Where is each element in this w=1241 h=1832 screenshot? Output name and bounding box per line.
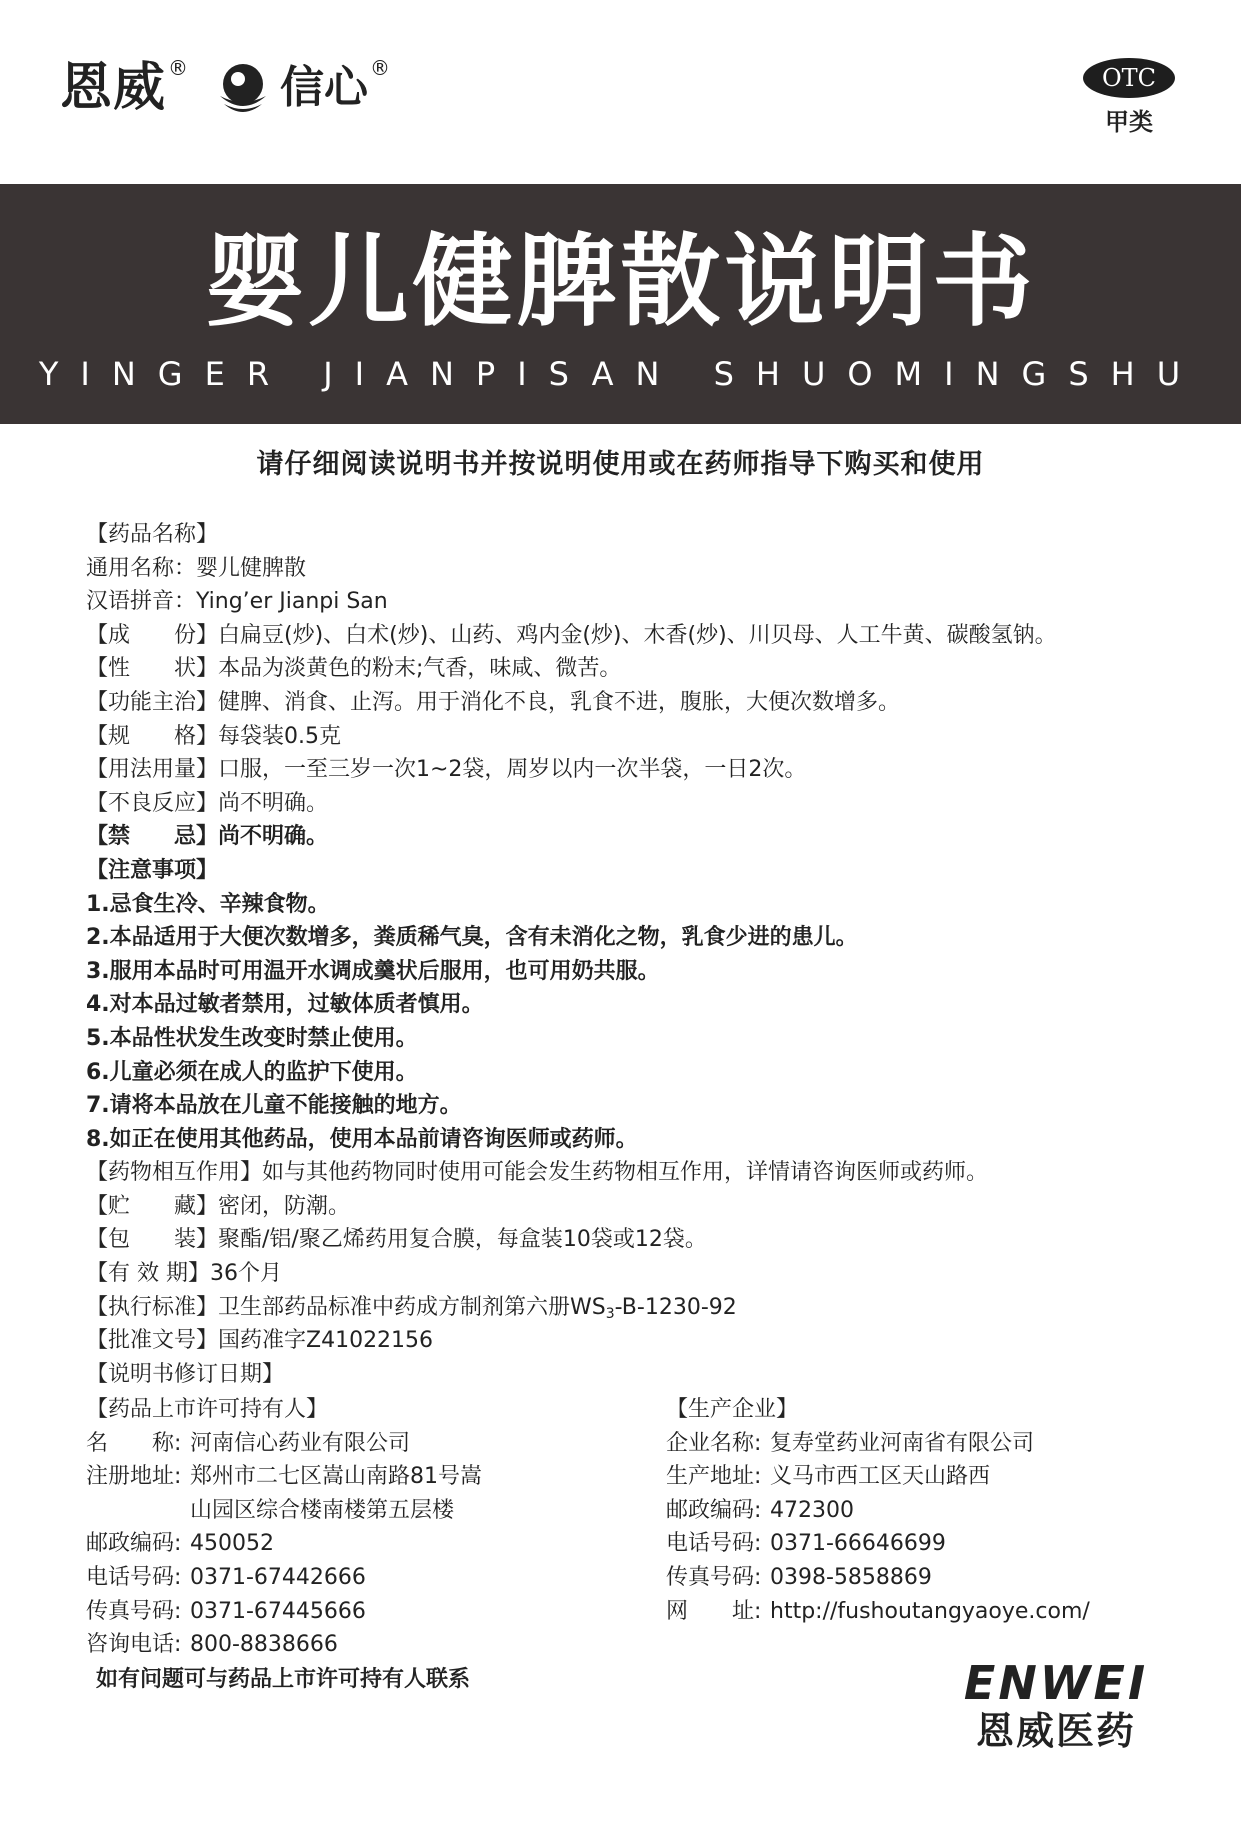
manufacturer-tel: 0371-66646699 bbox=[770, 1531, 946, 1557]
usage-notice: 请仔细阅读说明书并按说明使用或在药师指导下购买和使用 bbox=[256, 449, 985, 480]
holder-tel-key: 电话号码: bbox=[86, 1564, 182, 1590]
manufacturer-heading: 【生产企业】 bbox=[666, 1397, 799, 1422]
contact-note: 如有问题可与药品上市许可持有人联系 bbox=[96, 1667, 471, 1692]
manufacturer-website: http://fushoutangyaoye.com/ bbox=[770, 1598, 1090, 1624]
precaution-item: 4.对本品过敏者禁用，过敏体质者慎用。 bbox=[86, 992, 484, 1018]
holder-zip-key: 邮政编码: bbox=[86, 1531, 182, 1557]
manufacturer-zip-row bbox=[666, 1494, 1186, 1528]
enwei-logo-text: ENWEI bbox=[963, 1656, 1149, 1710]
manufacturer-web-row bbox=[666, 1595, 1186, 1629]
enwei-logo-cn: 恩威医药 bbox=[975, 1709, 1136, 1753]
holder-zip: 450052 bbox=[190, 1531, 274, 1557]
standard-prefix: 【执行标准】卫生部药品标准中药成方制剂第六册WS bbox=[86, 1294, 606, 1320]
title-pinyin: YINGER JIANPISAN SHUOMINGSHU bbox=[38, 355, 1203, 393]
section-ingredients: 【成 份】白扁豆(炒)、白术(炒)、山药、鸡内金(炒)、木香(炒)、川贝母、人工牛黄、碳酸氢钠。 bbox=[86, 622, 1057, 648]
section-appearance: 【性 状】本品为淡黄色的粉末;气香，味咸、微苦。 bbox=[86, 656, 622, 682]
manufacturer-info bbox=[666, 1393, 1186, 1628]
precaution-item: 7.请将本品放在儿童不能接触的地方。 bbox=[86, 1093, 462, 1119]
manufacturer-name-row bbox=[666, 1427, 1186, 1461]
title-band bbox=[0, 184, 1241, 424]
holder-address-key: 注册地址: bbox=[86, 1464, 182, 1490]
section-dosage: 【用法用量】口服，一至三岁一次1~2袋，周岁以内一次半袋，一日2次。 bbox=[86, 757, 807, 783]
manufacturer-zip-key: 邮政编码: bbox=[666, 1497, 762, 1523]
holder-hotline-row bbox=[86, 1628, 646, 1662]
holder-fax: 0371-67445666 bbox=[190, 1598, 366, 1624]
section-precautions: 【注意事项】 bbox=[86, 857, 219, 883]
holder-address-line1: 郑州市二七区嵩山南路81号嵩 bbox=[190, 1464, 482, 1490]
section-standard bbox=[86, 1291, 1176, 1325]
manufacturer-name-key: 企业名称: bbox=[666, 1430, 762, 1456]
precaution-item: 1.忌食生冷、辛辣食物。 bbox=[86, 891, 330, 917]
otc-badge: OTC bbox=[1083, 58, 1175, 98]
holder-address-row bbox=[86, 1460, 646, 1494]
manufacturer-web-key: 网 址: bbox=[666, 1598, 762, 1624]
holder-zip-row bbox=[86, 1527, 646, 1561]
brand-name-xinxin: 信心 bbox=[280, 62, 369, 113]
section-shelf-life: 【有 效 期】36个月 bbox=[86, 1261, 282, 1287]
section-contraindications: 【禁 忌】尚不明确。 bbox=[86, 824, 329, 850]
manufacturer-address-key: 生产地址: bbox=[666, 1464, 762, 1490]
manufacturer-zip: 472300 bbox=[770, 1497, 854, 1523]
registered-mark: ® bbox=[168, 56, 189, 80]
manufacturer-address: 义马市西工区天山路西 bbox=[770, 1464, 991, 1490]
page-title: 婴儿健脾散说明书 bbox=[204, 223, 1037, 340]
precaution-item: 2.本品适用于大便次数增多，粪质稀气臭，含有未消化之物，乳食少进的患儿。 bbox=[86, 925, 858, 951]
holder-hotline-key: 咨询电话: bbox=[86, 1632, 182, 1658]
xinxin-logo-icon bbox=[214, 58, 272, 116]
manufacturer-fax-row bbox=[666, 1561, 1186, 1595]
manufacturer-fax-key: 传真号码: bbox=[666, 1564, 762, 1590]
brand-name-enwei: 恩威 bbox=[60, 58, 167, 118]
section-drug-interactions: 【药物相互作用】如与其他药物同时使用可能会发生药物相互作用，详情请咨询医师或药师。 bbox=[86, 1160, 989, 1186]
footer-logo bbox=[940, 1658, 1172, 1754]
section-specification: 【规 格】每袋装0.5克 bbox=[86, 723, 341, 749]
section-revision-date: 【说明书修订日期】 bbox=[86, 1361, 285, 1387]
holder-address-line2: 山园区综合楼南楼第五层楼 bbox=[190, 1497, 455, 1523]
holder-fax-key: 传真号码: bbox=[86, 1598, 182, 1624]
manufacturer-fax: 0398-5858869 bbox=[770, 1564, 932, 1590]
manufacturer-address-row bbox=[666, 1460, 1186, 1494]
holder-address-row-2 bbox=[86, 1494, 646, 1528]
section-adverse-reactions: 【不良反应】尚不明确。 bbox=[86, 790, 329, 816]
otc-class-label: 甲类 bbox=[1105, 108, 1153, 136]
manufacturer-tel-row bbox=[666, 1527, 1186, 1561]
manufacturer-tel-key: 电话号码: bbox=[666, 1531, 762, 1557]
holder-tel-row bbox=[86, 1561, 646, 1595]
holder-info bbox=[86, 1393, 646, 1662]
registered-mark-2: ® bbox=[370, 56, 391, 80]
precaution-item: 5.本品性状发生改变时禁止使用。 bbox=[86, 1025, 418, 1051]
section-drug-name: 【药品名称】 bbox=[86, 522, 219, 547]
precaution-item: 3.服用本品时可用温开水调成羹状后服用，也可用奶共服。 bbox=[86, 958, 660, 984]
holder-name-row bbox=[86, 1427, 646, 1461]
holder-heading: 【药品上市许可持有人】 bbox=[86, 1397, 329, 1422]
precaution-item: 8.如正在使用其他药品，使用本品前请咨询医师或药师。 bbox=[86, 1126, 638, 1152]
brand-header bbox=[60, 58, 390, 118]
standard-suffix: -B-1230-92 bbox=[614, 1294, 737, 1320]
holder-name-key: 名 称: bbox=[86, 1430, 182, 1456]
section-storage: 【贮 藏】密闭，防潮。 bbox=[86, 1193, 351, 1219]
section-indications: 【功能主治】健脾、消食、止泻。用于消化不良，乳食不进，腹胀，大便次数增多。 bbox=[86, 689, 901, 715]
standard-subscript: 3 bbox=[605, 1305, 615, 1322]
section-packaging: 【包 装】聚酯/铝/聚乙烯药用复合膜，每盒装10袋或12袋。 bbox=[86, 1227, 707, 1253]
pinyin-name: 汉语拼音：Ying’er Jianpi San bbox=[86, 589, 388, 615]
section-approval-number: 【批准文号】国药准字Z41022156 bbox=[86, 1328, 434, 1354]
holder-hotline: 800-8838666 bbox=[190, 1632, 338, 1658]
otc-badge-group bbox=[1081, 58, 1177, 137]
holder-tel: 0371-67442666 bbox=[190, 1564, 366, 1590]
holder-fax-row bbox=[86, 1595, 646, 1629]
precaution-item: 6.儿童必须在成人的监护下使用。 bbox=[86, 1059, 418, 1085]
manufacturer-name: 复寿堂药业河南省有限公司 bbox=[770, 1430, 1035, 1456]
holder-name: 河南信心药业有限公司 bbox=[190, 1430, 411, 1456]
leaflet-body bbox=[86, 518, 1176, 1391]
generic-name: 通用名称：婴儿健脾散 bbox=[86, 555, 307, 581]
